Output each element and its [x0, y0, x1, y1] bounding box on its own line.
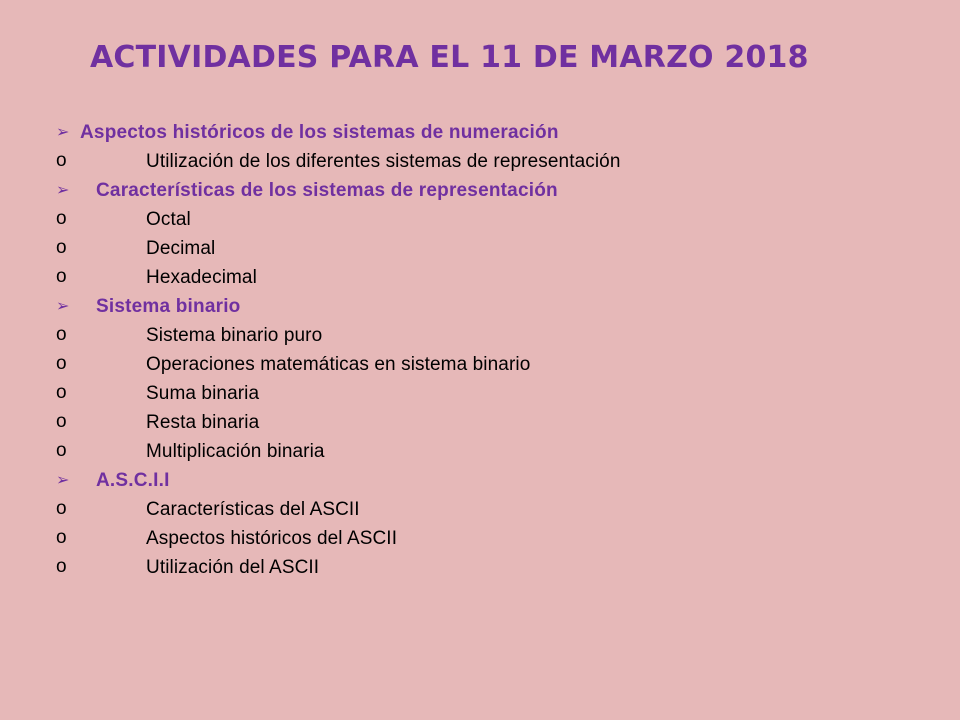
list-item-text: Resta binaria	[146, 412, 260, 433]
section-heading-text: A.S.C.I.I	[96, 470, 170, 491]
arrowhead-bullet-icon: ➢	[56, 298, 70, 315]
circle-bullet-icon: o	[56, 498, 67, 519]
list-item-text: Suma binaria	[146, 383, 260, 404]
circle-bullet-icon: o	[56, 353, 67, 374]
list-item	[52, 234, 932, 263]
list-item	[52, 408, 932, 437]
circle-bullet-icon: o	[56, 208, 67, 229]
list-item-text: Sistema binario puro	[146, 325, 323, 346]
list-item	[52, 437, 932, 466]
list-item	[52, 553, 932, 582]
list-item	[52, 495, 932, 524]
circle-bullet-icon: o	[56, 440, 67, 461]
section-heading	[52, 118, 932, 147]
list-item	[52, 147, 932, 176]
arrowhead-bullet-icon: ➢	[56, 472, 70, 489]
list-item	[52, 379, 932, 408]
circle-bullet-icon: o	[56, 382, 67, 403]
activity-list	[52, 118, 932, 582]
list-item-text: Aspectos históricos del ASCII	[146, 528, 398, 549]
list-item	[52, 263, 932, 292]
circle-bullet-icon: o	[56, 237, 67, 258]
list-item	[52, 321, 932, 350]
circle-bullet-icon: o	[56, 324, 67, 345]
list-item-text: Hexadecimal	[146, 267, 257, 288]
section-heading	[52, 176, 932, 205]
section-heading	[52, 292, 932, 321]
list-item-text: Multiplicación binaria	[146, 441, 325, 462]
section-heading-text: Aspectos históricos de los sistemas de numeración	[80, 122, 559, 143]
circle-bullet-icon: o	[56, 527, 67, 548]
circle-bullet-icon: o	[56, 266, 67, 287]
list-item-text: Características del ASCII	[146, 499, 360, 520]
list-item-text: Decimal	[146, 238, 216, 259]
list-item-text: Operaciones matemáticas en sistema binario	[146, 354, 531, 375]
list-item	[52, 524, 932, 553]
list-item	[52, 350, 932, 379]
list-item-text: Octal	[146, 209, 191, 230]
arrowhead-bullet-icon: ➢	[56, 182, 70, 199]
list-item	[52, 205, 932, 234]
section-heading-text: Sistema binario	[96, 296, 241, 317]
arrowhead-bullet-icon: ➢	[56, 124, 70, 141]
circle-bullet-icon: o	[56, 150, 67, 171]
circle-bullet-icon: o	[56, 411, 67, 432]
list-item-text: Utilización del ASCII	[146, 557, 320, 578]
section-heading-text: Características de los sistemas de representación	[96, 180, 558, 201]
page-title: ACTIVIDADES PARA EL 11 DE MARZO 2018	[90, 40, 809, 75]
list-item-text: Utilización de los diferentes sistemas de representación	[146, 151, 621, 172]
circle-bullet-icon: o	[56, 556, 67, 577]
section-heading	[52, 466, 932, 495]
